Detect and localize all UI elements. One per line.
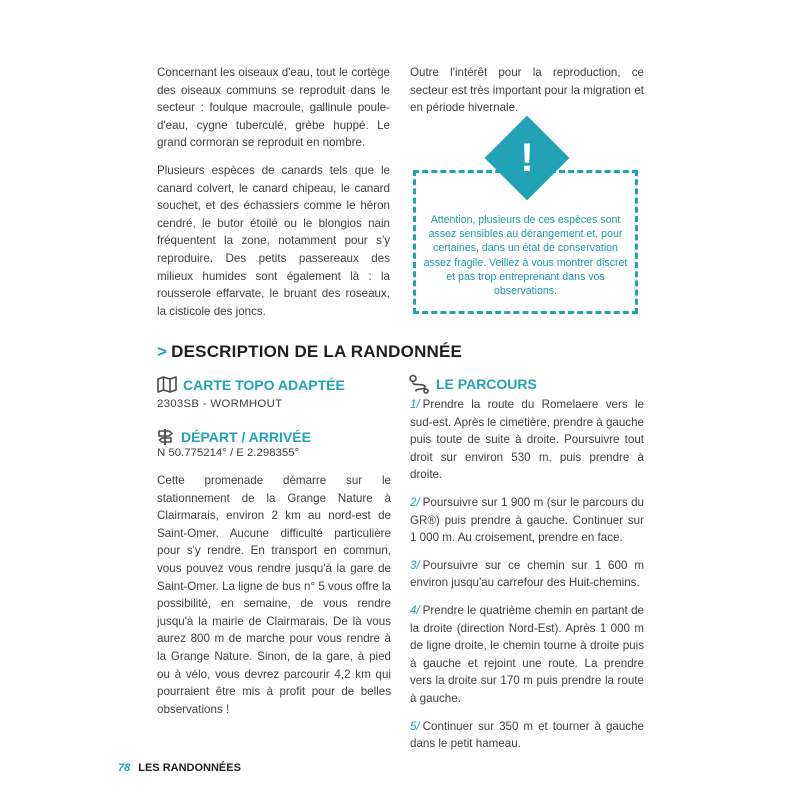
- section-title-text: DESCRIPTION DE LA RANDONNÉE: [171, 342, 463, 361]
- step-text: Poursuivre sur 1 900 m (sur le parcours du GR®) puis prendre à gauche. Continuer sur 1 000 m. Au croisement, prendre en face.: [410, 495, 644, 545]
- footer-section: LES RANDONNÉES: [138, 762, 241, 774]
- depart-heading-text: DÉPART / ARRIVÉE: [181, 429, 311, 445]
- step-number: 4/: [410, 603, 420, 617]
- description-paragraph: Cette promenade démarre sur le stationnement de la Grange Nature à Clairmarais, environ 2 km au nord-est de Saint-Omer. Aucune difficulté particulière pour s'y rendre. En transport en commun, vous pouvez vous rendre jusqu'à la gare de Saint-Omer. La ligne de bus n° 5 vous offre la possibilité, en semaine, de vous rendre jusqu'à la mairie de Clairmarais. De là vous aurez 800 m de marche pour vous rendre à la Grange Nature. Sinon, de la gare, à pied ou à vélo, vous devrez parcourir 4,2 km qui pourraient être mis à profit pour de belles observations !: [157, 474, 391, 716]
- step-text: Continuer sur 350 m et tourner à gauche dans le petit hameau.: [410, 719, 644, 751]
- depart-coordinates: N 50.775214° / E 2.298355°: [157, 447, 300, 459]
- parcours-heading-text: LE PARCOURS: [436, 376, 537, 392]
- parcours-steps: [410, 396, 644, 763]
- intro-right-paragraph: Outre l'intérêt pour la reproduction, ce secteur est très important pour la migration et en période hivernale.: [410, 66, 644, 115]
- depart-heading: [157, 428, 311, 446]
- parcours-step: [410, 396, 644, 484]
- alert-text: Attention, plusieurs de ces espèces sont assez sensibles au dérangement et, pour certaines, dans un état de conservation assez fragile. Veillez à vous montrer discret et pas trop entreprenant dans vos observations.: [423, 214, 628, 298]
- step-text: Prendre la route du Romelaere vers le sud-est. Après le cimetière, prendre à gauche puis toute de suite à droite. Poursuivre tout droit sur environ 530 m, puis prendre à droite.: [410, 398, 644, 482]
- parcours-step: [410, 602, 644, 708]
- step-number: 3/: [410, 558, 420, 572]
- intro-paragraph: Concernant les oiseaux d'eau, tout le cortège des oiseaux communs se reproduit dans le secteur : foulque macroule, gallinule poule-d'eau, cygne tuberculé, grèbe huppé. Le grand cormoran se reproduit en nombre.: [157, 66, 390, 150]
- carte-heading: [157, 376, 345, 393]
- route-icon: [408, 374, 430, 394]
- carte-reference: 2303SB - WORMHOUT: [157, 398, 283, 410]
- parcours-heading: [408, 374, 537, 394]
- parcours-step: [410, 557, 644, 592]
- signpost-icon: [157, 428, 175, 446]
- section-title: [157, 342, 462, 362]
- intro-paragraph: Plusieurs espèces de canards tels que le canard colvert, le canard chipeau, le canard souchet, et des échassiers comme le héron cendré, le butor étoilé ou le blongios nain fréquentent la zone, notamment pour s'y reproduire. Des petits passereaux des milieux humides sont également là : la rousserole effarvate, le bruant des roseaux, la cisticole des joncs.: [157, 163, 390, 318]
- intro-left-column: [157, 64, 390, 330]
- chevron-right-icon: >: [157, 342, 168, 361]
- step-text: Poursuivre sur ce chemin sur 1 600 m environ jusqu'au carrefour des Huit-chemins.: [410, 558, 644, 590]
- exclamation-icon: !: [520, 135, 534, 180]
- map-icon: [157, 376, 177, 393]
- page-footer: [118, 762, 241, 774]
- step-text: Prendre le quatrième chemin en partant de la droite (direction Nord-Est). Après 1 000 m de ligne droite, le chemin tourne à droite puis à gauche et rejoint une route. La prendre vers la droite sur 170 m puis prendre la route à gauche.: [410, 603, 644, 705]
- step-number: 2/: [410, 495, 420, 509]
- step-number: 5/: [410, 719, 420, 733]
- parcours-step: [410, 718, 644, 753]
- page-number: 78: [118, 762, 131, 774]
- parcours-step: [410, 494, 644, 547]
- carte-heading-text: CARTE TOPO ADAPTÉE: [183, 376, 345, 393]
- step-number: 1/: [410, 398, 420, 411]
